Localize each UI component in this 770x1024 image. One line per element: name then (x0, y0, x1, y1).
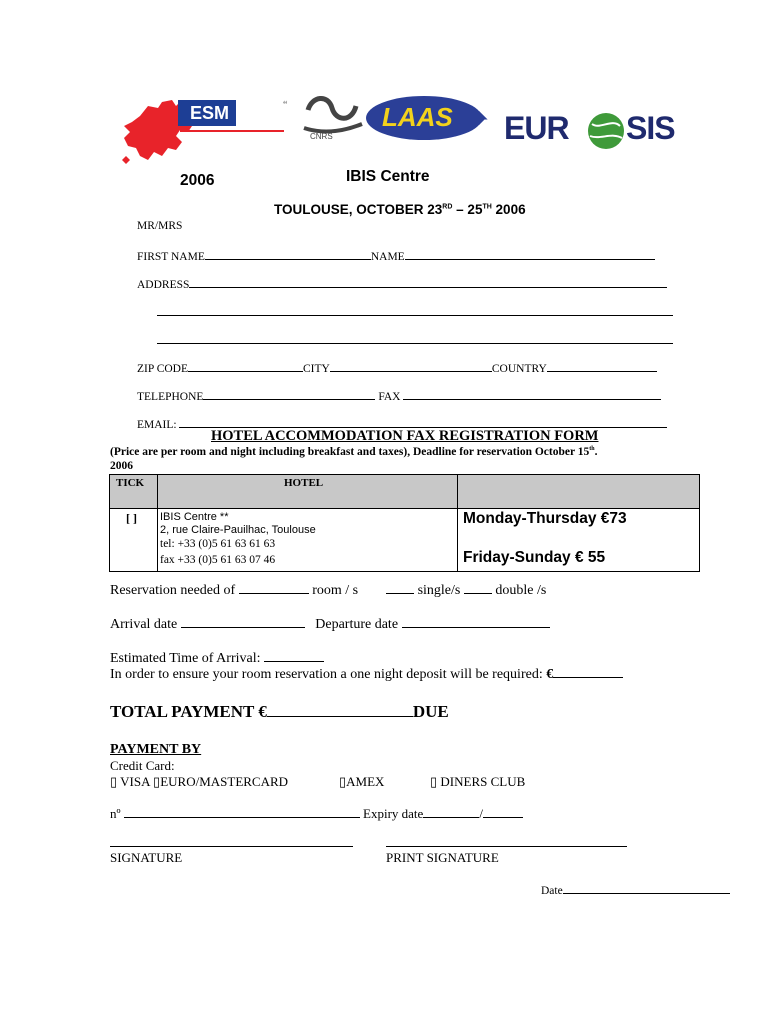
double-field[interactable] (464, 582, 492, 594)
address-field-3[interactable] (157, 332, 673, 344)
diners-label: DINERS CLUB (440, 774, 526, 789)
mastercard-label: EURO/MASTERCARD (160, 774, 289, 789)
zip-label: ZIP CODE (137, 363, 189, 375)
cnrs-laas-logo (302, 88, 492, 148)
email-label: EMAIL: (137, 419, 177, 431)
card-number-field[interactable] (124, 806, 360, 818)
sup-th: TH (482, 203, 492, 211)
signature-line[interactable] (110, 846, 353, 847)
credit-card-label: Credit Card: (110, 758, 175, 773)
price-note-year: 2006 (110, 460, 133, 472)
city-label: CITY (303, 363, 330, 375)
hotel-name-cell: IBIS Centre ** (160, 511, 229, 523)
expiry-separator: / (479, 806, 483, 821)
departure-label: Departure date (315, 617, 399, 632)
price-note-text: (Price are per room and night including breakfast and taxes) (110, 446, 408, 458)
location-date-text: TOULOUSE, OCTOBER 23 (274, 202, 443, 217)
city-field[interactable] (330, 360, 492, 372)
hotel-fax-cell: fax +33 (0)5 61 63 07 46 (160, 554, 276, 566)
card-options-row (110, 774, 288, 790)
deposit-field[interactable] (553, 666, 623, 678)
rooms-label: room / s (312, 583, 359, 598)
dates-row (110, 616, 550, 633)
zip-field[interactable] (188, 360, 303, 372)
price-note (110, 446, 597, 458)
eta-label: Estimated Time of Arrival: (110, 651, 261, 666)
amex-checkbox[interactable]: ▯ (339, 774, 347, 789)
esm-logo-text: ESM (190, 103, 230, 123)
col-hotel-header: HOTEL (284, 477, 324, 489)
deadline-sup: th (589, 446, 595, 453)
address-field-1[interactable] (189, 276, 667, 288)
eta-field[interactable] (264, 650, 324, 662)
first-name-label: FIRST NAME (137, 251, 205, 263)
tick-checkbox[interactable]: [ ] (126, 511, 137, 525)
hotel-address-cell: 2, rue Claire-Pauilhac, Toulouse (160, 524, 316, 536)
deposit-currency: € (546, 667, 554, 682)
globe-icon (586, 110, 626, 152)
year-end-text: 2006 (491, 202, 526, 217)
hotel-table (109, 474, 700, 572)
date-field[interactable] (563, 882, 730, 894)
fax-label: FAX (378, 391, 401, 403)
rooms-field[interactable] (239, 582, 309, 594)
mastercard-checkbox[interactable]: ▯ (153, 774, 161, 789)
event-location-date (274, 202, 526, 217)
diners-option (430, 774, 525, 790)
total-payment-label: TOTAL PAYMENT € (110, 702, 267, 721)
telephone-label: TELEPHONE (137, 391, 204, 403)
country-label: COUNTRY (491, 363, 547, 375)
telephone-fax-row (137, 388, 661, 403)
col-tick-header: TICK (116, 477, 145, 489)
quote-mark: “ (283, 100, 288, 111)
single-field[interactable] (386, 582, 414, 594)
zip-city-country-row (137, 360, 657, 375)
expiry-label: Expiry date (363, 806, 424, 821)
date-row (541, 882, 730, 897)
payment-by-heading: PAYMENT BY (110, 742, 202, 757)
hotel-tel-cell: tel: +33 (0)5 61 63 61 63 (160, 538, 276, 550)
expiry-month-field[interactable] (423, 806, 479, 818)
arrival-label: Arrival date (110, 617, 178, 632)
deadline-text: , Deadline for reservation October 15 (407, 446, 590, 458)
deposit-text: In order to ensure your room reservation a one night deposit will be required: (110, 667, 543, 682)
esm-logo (118, 98, 288, 168)
single-label: single/s (417, 583, 461, 598)
arrival-field[interactable] (181, 616, 305, 628)
date-label: Date (541, 885, 563, 897)
deposit-row (110, 666, 623, 683)
expiry-year-field[interactable] (483, 806, 523, 818)
amex-label: AMEX (346, 774, 385, 789)
hotel-table-header (110, 475, 699, 509)
reservation-row (110, 582, 546, 599)
first-name-field[interactable] (205, 248, 371, 260)
fax-field[interactable] (403, 388, 661, 400)
double-label: double /s (495, 583, 547, 598)
sup-rd: RD (442, 203, 453, 211)
name-field[interactable] (405, 248, 655, 260)
reservation-needed-label: Reservation needed of (110, 583, 236, 598)
price-weekend: Friday-Sunday € 55 (463, 549, 606, 566)
hotel-heading: IBIS Centre (346, 168, 430, 185)
event-year: 2006 (180, 172, 215, 189)
print-signature-line[interactable] (386, 846, 627, 847)
title-label: MR/MRS (137, 220, 183, 232)
laas-logo-text: LAAS (382, 102, 453, 132)
visa-checkbox[interactable]: ▯ (110, 774, 118, 789)
signature-label: SIGNATURE (110, 850, 183, 865)
eurosis-text-left: EUR (504, 110, 569, 146)
eta-row (110, 650, 324, 667)
country-field[interactable] (547, 360, 657, 372)
telephone-field[interactable] (203, 388, 375, 400)
visa-label: VISA (120, 774, 150, 789)
price-weekday: Monday-Thursday €73 (463, 510, 627, 527)
card-number-label: nº (110, 806, 121, 821)
deadline-end: . (594, 446, 598, 458)
name-label: NAME (370, 251, 405, 263)
card-number-row (110, 806, 523, 822)
table-divider-1 (157, 475, 158, 571)
address-row (137, 276, 667, 291)
email-field[interactable] (179, 416, 667, 428)
departure-field[interactable] (402, 616, 550, 628)
total-payment-row (110, 702, 449, 722)
cnrs-logo-text: CNRS (310, 132, 333, 141)
name-row (137, 248, 655, 263)
diners-checkbox[interactable]: ▯ (430, 774, 438, 789)
due-label: DUE (412, 702, 449, 721)
total-payment-field[interactable] (267, 702, 413, 717)
end-date-text: – 25 (452, 202, 483, 217)
address-label: ADDRESS (137, 279, 190, 291)
amex-option (339, 774, 384, 790)
form-title: HOTEL ACCOMMODATION FAX REGISTRATION FORM (211, 428, 599, 444)
eurosis-logo (504, 110, 680, 155)
eurosis-text-right: SIS (626, 110, 675, 146)
table-divider-2 (457, 475, 458, 571)
address-field-2[interactable] (157, 304, 673, 316)
print-signature-label: PRINT SIGNATURE (386, 850, 499, 865)
